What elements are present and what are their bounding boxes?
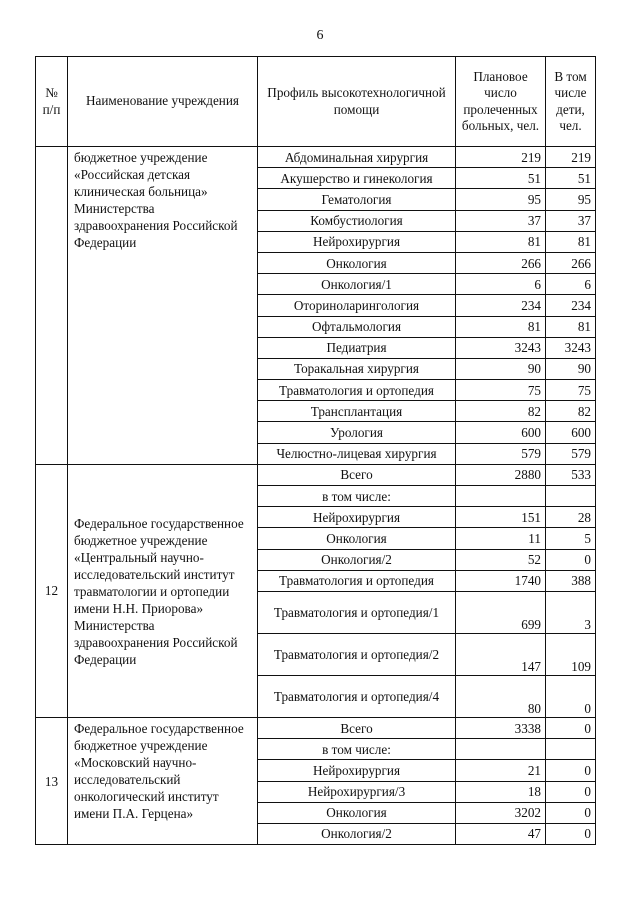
row-number: 12 bbox=[36, 464, 68, 717]
profile-cell: Нейрохирургия/3 bbox=[258, 781, 456, 802]
hightech-care-table bbox=[35, 56, 596, 845]
table-body bbox=[36, 147, 596, 845]
header-row bbox=[36, 57, 596, 147]
plan-cell: 95 bbox=[456, 189, 546, 210]
profile-cell: Травматология и ортопедия bbox=[258, 380, 456, 401]
table-row bbox=[36, 717, 596, 738]
children-cell: 579 bbox=[546, 443, 596, 464]
row-number bbox=[36, 147, 68, 465]
plan-cell: 6 bbox=[456, 274, 546, 295]
children-cell: 90 bbox=[546, 358, 596, 379]
profile-cell: Офтальмология bbox=[258, 316, 456, 337]
profile-cell: Торакальная хирургия bbox=[258, 358, 456, 379]
plan-cell: 219 bbox=[456, 147, 546, 168]
children-cell: 75 bbox=[546, 380, 596, 401]
profile-cell: Онкология bbox=[258, 528, 456, 549]
profile-cell: Онкология bbox=[258, 802, 456, 823]
plan-cell: 266 bbox=[456, 252, 546, 273]
plan-cell: 52 bbox=[456, 549, 546, 570]
children-cell: 0 bbox=[546, 549, 596, 570]
profile-cell: Абдоминальная хирургия bbox=[258, 147, 456, 168]
profile-cell: Травматология и ортопедия/4 bbox=[258, 675, 456, 717]
children-cell: 0 bbox=[546, 781, 596, 802]
plan-cell: 51 bbox=[456, 168, 546, 189]
profile-cell: Урология bbox=[258, 422, 456, 443]
profile-cell: Травматология и ортопедия/1 bbox=[258, 591, 456, 633]
children-cell: 81 bbox=[546, 231, 596, 252]
page-number: 6 bbox=[316, 28, 324, 43]
plan-cell: 147 bbox=[456, 633, 546, 675]
children-cell bbox=[546, 739, 596, 760]
plan-cell bbox=[456, 486, 546, 507]
children-cell bbox=[546, 486, 596, 507]
profile-cell: Нейрохирургия bbox=[258, 231, 456, 252]
plan-cell: 1740 bbox=[456, 570, 546, 591]
profile-cell: Трансплантация bbox=[258, 401, 456, 422]
children-cell: 109 bbox=[546, 633, 596, 675]
header-name: Наименование учреждения bbox=[68, 57, 258, 147]
header-plan: Плановое число пролеченных больных, чел. bbox=[456, 57, 546, 147]
institution-name: бюджетное учреждение «Российская детская клиническая больница» Министерства здравоохранения Российской Федерации bbox=[68, 147, 258, 465]
profile-cell: Онкология/1 bbox=[258, 274, 456, 295]
institution-name: Федеральное государственное бюджетное учреждение «Центральный научно-исследовательский институт травматологии и ортопедии имени Н.Н. Приорова» Министерства здравоохранения Российской Федерации bbox=[68, 464, 258, 717]
children-cell: 0 bbox=[546, 760, 596, 781]
plan-cell: 37 bbox=[456, 210, 546, 231]
children-cell: 5 bbox=[546, 528, 596, 549]
plan-cell: 81 bbox=[456, 316, 546, 337]
children-cell: 81 bbox=[546, 316, 596, 337]
plan-cell: 600 bbox=[456, 422, 546, 443]
children-cell: 266 bbox=[546, 252, 596, 273]
plan-cell: 80 bbox=[456, 675, 546, 717]
children-cell: 3243 bbox=[546, 337, 596, 358]
profile-cell: в том числе: bbox=[258, 486, 456, 507]
children-cell: 0 bbox=[546, 802, 596, 823]
profile-cell: Комбустиология bbox=[258, 210, 456, 231]
children-cell: 219 bbox=[546, 147, 596, 168]
table-row bbox=[36, 464, 596, 485]
profile-cell: в том числе: bbox=[258, 739, 456, 760]
profile-cell: Оториноларингология bbox=[258, 295, 456, 316]
plan-cell: 234 bbox=[456, 295, 546, 316]
plan-cell: 82 bbox=[456, 401, 546, 422]
plan-cell: 3338 bbox=[456, 717, 546, 738]
plan-cell: 18 bbox=[456, 781, 546, 802]
profile-cell: Нейрохирургия bbox=[258, 507, 456, 528]
children-cell: 6 bbox=[546, 274, 596, 295]
plan-cell: 81 bbox=[456, 231, 546, 252]
profile-cell: Всего bbox=[258, 464, 456, 485]
children-cell: 95 bbox=[546, 189, 596, 210]
children-cell: 533 bbox=[546, 464, 596, 485]
children-cell: 0 bbox=[546, 717, 596, 738]
row-number: 13 bbox=[36, 717, 68, 844]
children-cell: 388 bbox=[546, 570, 596, 591]
profile-cell: Гематология bbox=[258, 189, 456, 210]
profile-cell: Акушерство и гинекология bbox=[258, 168, 456, 189]
children-cell: 37 bbox=[546, 210, 596, 231]
plan-cell: 579 bbox=[456, 443, 546, 464]
plan-cell: 699 bbox=[456, 591, 546, 633]
children-cell: 600 bbox=[546, 422, 596, 443]
plan-cell: 2880 bbox=[456, 464, 546, 485]
plan-cell: 47 bbox=[456, 823, 546, 844]
plan-cell: 21 bbox=[456, 760, 546, 781]
profile-cell: Челюстно-лицевая хирургия bbox=[258, 443, 456, 464]
children-cell: 234 bbox=[546, 295, 596, 316]
profile-cell: Онкология/2 bbox=[258, 549, 456, 570]
profile-cell: Травматология и ортопедия/2 bbox=[258, 633, 456, 675]
header-num: № п/п bbox=[36, 57, 68, 147]
children-cell: 82 bbox=[546, 401, 596, 422]
children-cell: 28 bbox=[546, 507, 596, 528]
plan-cell: 3243 bbox=[456, 337, 546, 358]
profile-cell: Нейрохирургия bbox=[258, 760, 456, 781]
plan-cell: 3202 bbox=[456, 802, 546, 823]
profile-cell: Онкология bbox=[258, 252, 456, 273]
profile-cell: Педиатрия bbox=[258, 337, 456, 358]
children-cell: 51 bbox=[546, 168, 596, 189]
plan-cell: 151 bbox=[456, 507, 546, 528]
table-row bbox=[36, 147, 596, 168]
plan-cell bbox=[456, 739, 546, 760]
profile-cell: Онкология/2 bbox=[258, 823, 456, 844]
header-profile: Профиль высокотехнологичной помощи bbox=[258, 57, 456, 147]
institution-name: Федеральное государственное бюджетное учреждение «Московский научно-исследовательский онкологический институт имени П.А. Герцена» bbox=[68, 717, 258, 844]
header-children: В том числе дети, чел. bbox=[546, 57, 596, 147]
plan-cell: 90 bbox=[456, 358, 546, 379]
plan-cell: 11 bbox=[456, 528, 546, 549]
profile-cell: Травматология и ортопедия bbox=[258, 570, 456, 591]
plan-cell: 75 bbox=[456, 380, 546, 401]
children-cell: 0 bbox=[546, 823, 596, 844]
children-cell: 0 bbox=[546, 675, 596, 717]
profile-cell: Всего bbox=[258, 717, 456, 738]
children-cell: 3 bbox=[546, 591, 596, 633]
